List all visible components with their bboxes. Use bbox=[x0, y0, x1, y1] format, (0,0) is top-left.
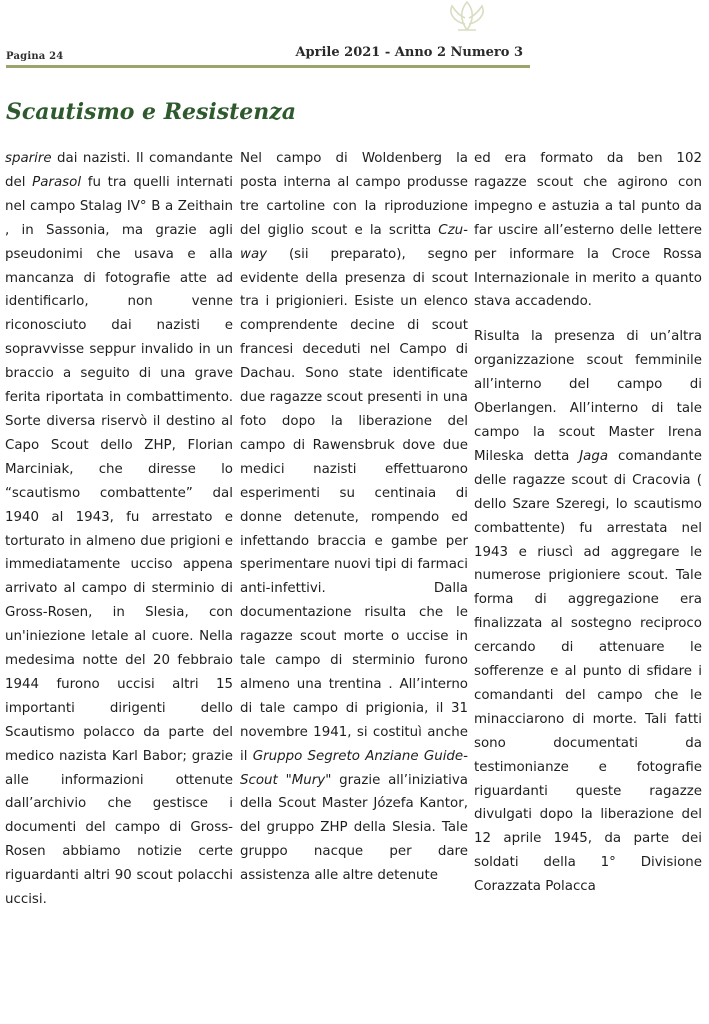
article-title: Scautismo e Resistenza bbox=[6, 99, 297, 125]
emphasis-text: Gruppo Segreto Anziane Guide-Scout "Mury" bbox=[240, 748, 468, 788]
column-3-paragraph-1: ed era formato da ben 102 ragazze scout che agirono con impegno e astuzia a tal punto da far uscire all’esterno delle lettere per informare la Croce Rossa Internazionale in merito a quanto stava accadendo. bbox=[474, 151, 702, 310]
body-text: dai nazisti. Il comandante del bbox=[5, 151, 233, 190]
column-2-paragraph bbox=[240, 147, 468, 888]
emphasis-text: sparire bbox=[5, 151, 52, 166]
article-column-2 bbox=[240, 147, 468, 888]
article-column-1 bbox=[5, 147, 233, 912]
article-column-3 bbox=[474, 147, 702, 899]
issue-info: Aprile 2021 - Anno 2 Numero 3 bbox=[295, 45, 523, 60]
emphasis-text: Parasol bbox=[32, 174, 82, 190]
emphasis-text: Jaga bbox=[579, 448, 609, 464]
header-divider bbox=[6, 65, 530, 68]
body-text: comandante delle ragazze scout di Cracovia ( dello Szare Szeregi, lo scautismo combattente) fu arrestata nel 1943 e riuscì ad aggregare le numerose prigioniere scout. Tale forma di aggregazione era finalizzata al sostegno reciproco cercando di attenuare le sofferenze e al punto di sfidare i comandanti del campo che le minacciarono di morte. Tali fatti sono documentati da testimonianze e fotografie riguardanti queste ragazze divulgati dopo la liberazione del 12 aprile 1945, da parte dei soldati della 1° Divisione Corazzata Polacca bbox=[474, 448, 702, 895]
body-text: (sii preparato), segno evidente della presenza di scout tra i prigionieri. Esiste un elenco comprendente decine di scout francesi deceduti nel Campo di Dachau. Sono state identificate due ragazze scout presenti in una foto dopo la liberazione del campo di Rawensbruk dove due medici nazisti effettuarono esperimenti su centinaia di donne detenute, rompendo ed infettando braccia e gambe per sperimentare nuovi tipi di farmaci anti-infettivi. Dalla documentazione risulta che le ragazze scout morte o uccise in tale campo di sterminio furono almeno una trentina . All’interno di tale campo di prigionia, il 31 novembre 1941, si costituì anche il bbox=[240, 246, 468, 764]
emphasis-text: Czu-way bbox=[240, 222, 468, 262]
body-text: grazie all’iniziativa della Scout Master Józefa Kantor, del gruppo ZHP della Slesia. Tale gruppo nacque per dare assistenza alle altre detenute bbox=[240, 772, 468, 884]
body-text: fu tra quelli internati nel campo Stalag IV° B a Zeithain , in Sassonia, ma grazie agli pseudonimi che usava e alla mancanza di fotografie atte ad identificarlo, non venne riconosciuto dai nazisti e sopravvisse seppur invalido in un braccio a seguito di una grave ferita riportata in combattimento. Sorte diversa riservò il destino al Capo Scout dello ZHP, Florian Marciniak, che diresse lo “scautismo combattente” dal 1940 al 1943, fu arrestato e torturato in almeno due prigioni e immediatamente ucciso appena arrivato al campo di sterminio di Gross-Rosen, in Slesia, con un'iniezione letale al cuore. Nella medesima notte del 20 febbraio 1944 furono uccisi altri 15 importanti dirigenti dello Scautismo polacco da parte del medico nazista Karl Babor; grazie alle informazioni ottenute dall’archivio che gestisce i documenti del campo di Gross-Rosen abbiamo notizie certe riguardanti altri 90 scout polacchi uccisi. bbox=[5, 174, 233, 908]
body-text: Nel campo di Woldenberg la posta interna al campo produsse tre cartoline con la riproduzione del giglio scout e la scritta bbox=[240, 151, 468, 238]
column-3-paragraph-2 bbox=[474, 325, 702, 899]
column-1-paragraph bbox=[5, 147, 233, 912]
fleur-de-lis-logo bbox=[440, 0, 494, 38]
body-text: Risulta la presenza di un’altra organizzazione scout femminile all’interno del campo di Oberlangen. All’interno di tale campo la scout Master Irena Mileska detta bbox=[474, 329, 702, 464]
page-number-label: Pagina 24 bbox=[6, 51, 64, 62]
